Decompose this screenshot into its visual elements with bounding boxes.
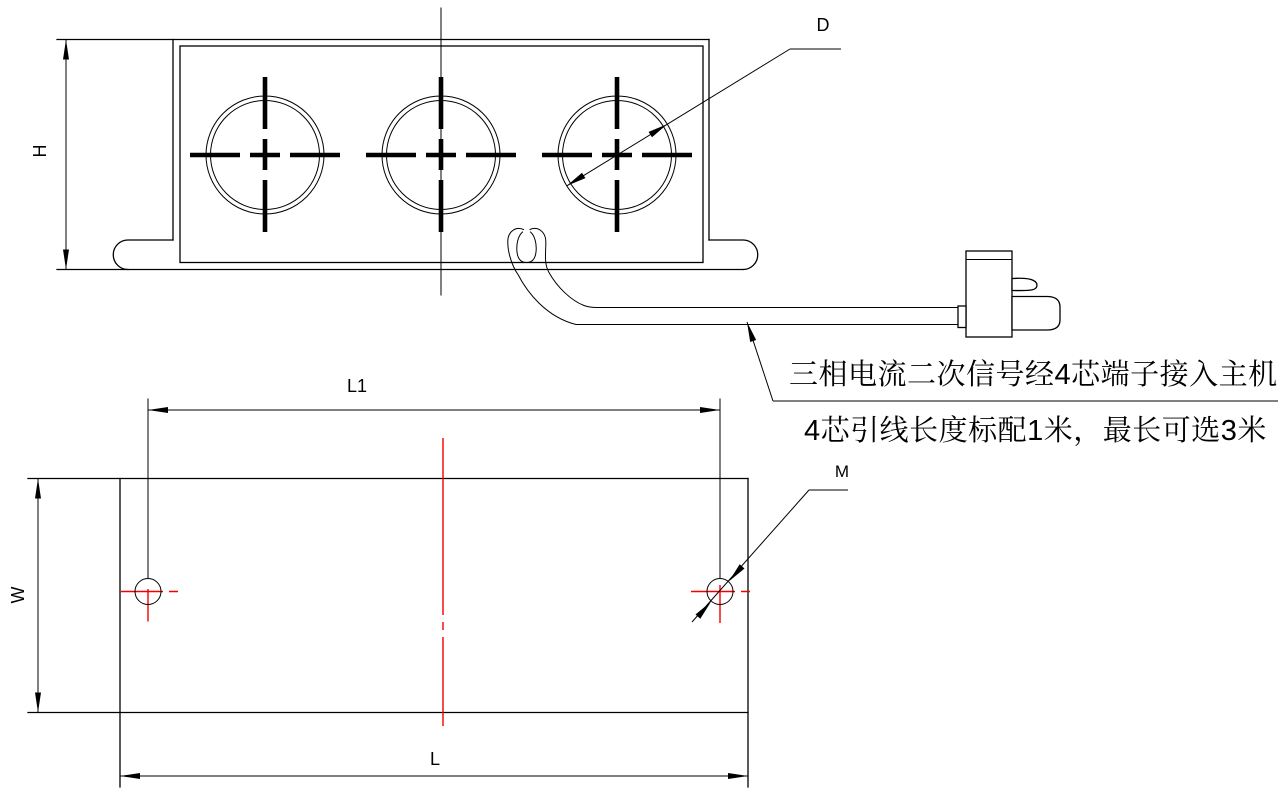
d-leader-line <box>567 49 790 186</box>
l1-arrow-right <box>700 407 720 413</box>
aperture-left <box>190 77 340 232</box>
h-arrow-bottom <box>63 250 69 270</box>
dimension-L <box>120 749 748 779</box>
connector-nose-block <box>1012 297 1060 331</box>
d-arrow-lower <box>567 173 586 186</box>
dimension-D <box>567 15 841 186</box>
right-flange <box>709 240 758 270</box>
cable-note-line2: 4芯引线长度标配1米，最长可选3米 <box>804 415 1267 447</box>
cable-leader-line <box>747 322 773 401</box>
h-arrow-top <box>63 40 69 60</box>
h-label: H <box>30 144 50 158</box>
w-arrow-top <box>35 479 41 499</box>
dimension-W <box>8 479 41 713</box>
l-label: L <box>429 749 441 769</box>
w-label: W <box>8 586 28 604</box>
dimension-L1 <box>148 376 720 579</box>
bottom-view <box>8 376 849 787</box>
d-label: D <box>816 15 830 35</box>
w-arrow-bottom <box>35 693 41 713</box>
l1-label: L1 <box>346 376 368 396</box>
connector-latch-tab <box>1012 278 1037 290</box>
dimension-M <box>692 462 849 622</box>
l-arrow-right <box>728 773 748 779</box>
cable-annotation <box>747 322 1278 447</box>
cable-end-cap <box>958 306 966 328</box>
left-flange <box>113 240 173 270</box>
connector-plug <box>958 251 1060 337</box>
grommet-left-and-cable-bottom <box>508 228 958 324</box>
connector-body <box>966 251 1012 337</box>
m-arrow-upper <box>729 564 745 581</box>
d-arrow-upper <box>649 124 668 137</box>
aperture-middle <box>366 77 516 232</box>
m-label: M <box>834 462 850 481</box>
dimension-H <box>30 40 69 270</box>
grommet-inner-ring <box>517 232 536 263</box>
cable-assembly <box>508 228 958 324</box>
cable-note-line1: 三相电流二次信号经4芯端子接入主机 <box>789 359 1278 391</box>
m-leader-line <box>692 490 809 622</box>
l-arrow-left <box>120 773 140 779</box>
m-arrow-lower <box>696 602 712 619</box>
front-view <box>30 8 1278 447</box>
l1-arrow-left <box>148 407 168 413</box>
